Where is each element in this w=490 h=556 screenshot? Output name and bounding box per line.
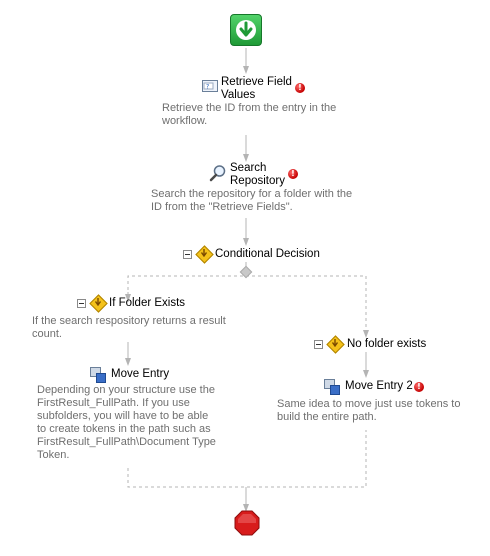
- magnifier-icon: [209, 164, 227, 182]
- start-node[interactable]: [230, 14, 262, 46]
- error-icon: !: [288, 169, 298, 179]
- search-title: Search Repository: [230, 162, 285, 187]
- error-icon: !: [295, 83, 305, 93]
- conditional-title: Conditional Decision: [215, 248, 320, 260]
- error-icon: !: [414, 382, 424, 392]
- move-entry-icon: [90, 367, 106, 383]
- move-entry-2-title: Move Entry 2: [345, 380, 413, 392]
- retrieve-description: Retrieve the ID from the entry in the workflow.: [162, 102, 337, 127]
- collapse-toggle[interactable]: [77, 299, 86, 308]
- branch-left-title: If Folder Exists: [109, 297, 186, 309]
- move-entry-title: Move Entry: [111, 368, 170, 380]
- arrow-down-icon: [231, 15, 261, 45]
- decision-icon: [327, 336, 343, 352]
- search-description: Search the repository for a folder with the ID from the "Retrieve Fields".: [151, 188, 353, 213]
- collapse-toggle[interactable]: [314, 340, 323, 349]
- collapse-toggle[interactable]: [183, 250, 192, 259]
- svg-text:?: ?: [206, 83, 210, 91]
- retrieve-title: Retrieve Field Values: [221, 76, 292, 101]
- stop-node[interactable]: [234, 510, 260, 536]
- decision-icon: [90, 295, 106, 311]
- retrieve-fields-icon: [202, 80, 218, 92]
- move-entry-icon: [324, 379, 340, 395]
- branch-right-title: No folder exists: [347, 338, 427, 350]
- move-entry-2-description: Same idea to move just use tokens to build the entire path.: [277, 398, 461, 423]
- move-entry-description: Depending on your structure use the FirstResult_FullPath. If you use subfolders, you will have to be able to create tokens in the path such as FirstResult_FullPath\Document Type Token.: [37, 384, 216, 461]
- decision-icon: [196, 246, 212, 262]
- branch-left-description: If the search respository returns a result count.: [32, 315, 226, 340]
